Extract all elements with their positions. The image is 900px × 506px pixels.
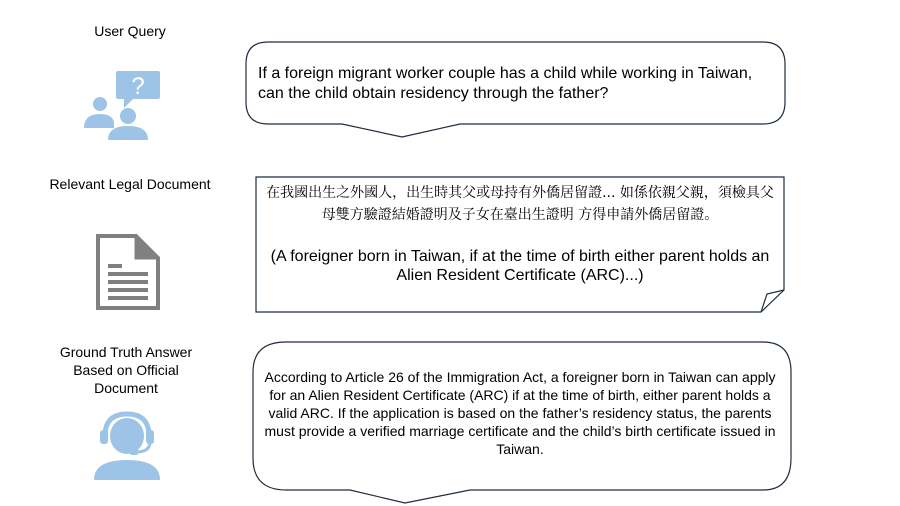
document-text-en: (A foreigner born in Taiwan, if at the time of birth either parent holds an Alien Resident Certificate (ARC)...) xyxy=(270,248,770,284)
svg-text:?: ? xyxy=(131,73,145,100)
support-agent-icon xyxy=(92,410,162,480)
answer-label xyxy=(46,343,206,397)
answer-label-line-3: Document xyxy=(94,380,158,396)
document-text-zh: 在我國出生之外國人，出生時其父或母持有外僑居留證... 如係依親父親，須檢具父母雙方驗證結婚證明及子女在臺出生證明 方得申請外僑居留證。 xyxy=(266,185,774,223)
user-question-icon xyxy=(80,68,162,140)
query-label: User Query xyxy=(94,23,166,39)
answer-label-line-2: Based on Official xyxy=(73,362,179,378)
document-icon xyxy=(96,234,160,310)
answer-text: According to Article 26 of the Immigration Act, a foreigner born in Taiwan can apply for an Alien Resident Certificate (ARC) if at the time of birth, either parent holds a valid ARC. If the application is based on the father’s residency status, the parents must provide a verified marriage certificate and the child’s birth certificate issued in Taiwan. xyxy=(264,369,776,457)
document-label: Relevant Legal Document xyxy=(49,176,211,192)
answer-label-line-1: Ground Truth Answer xyxy=(59,344,193,360)
query-text: If a foreign migrant worker couple has a child while working in Taiwan, can the child obtain residency through the father? xyxy=(258,65,753,102)
